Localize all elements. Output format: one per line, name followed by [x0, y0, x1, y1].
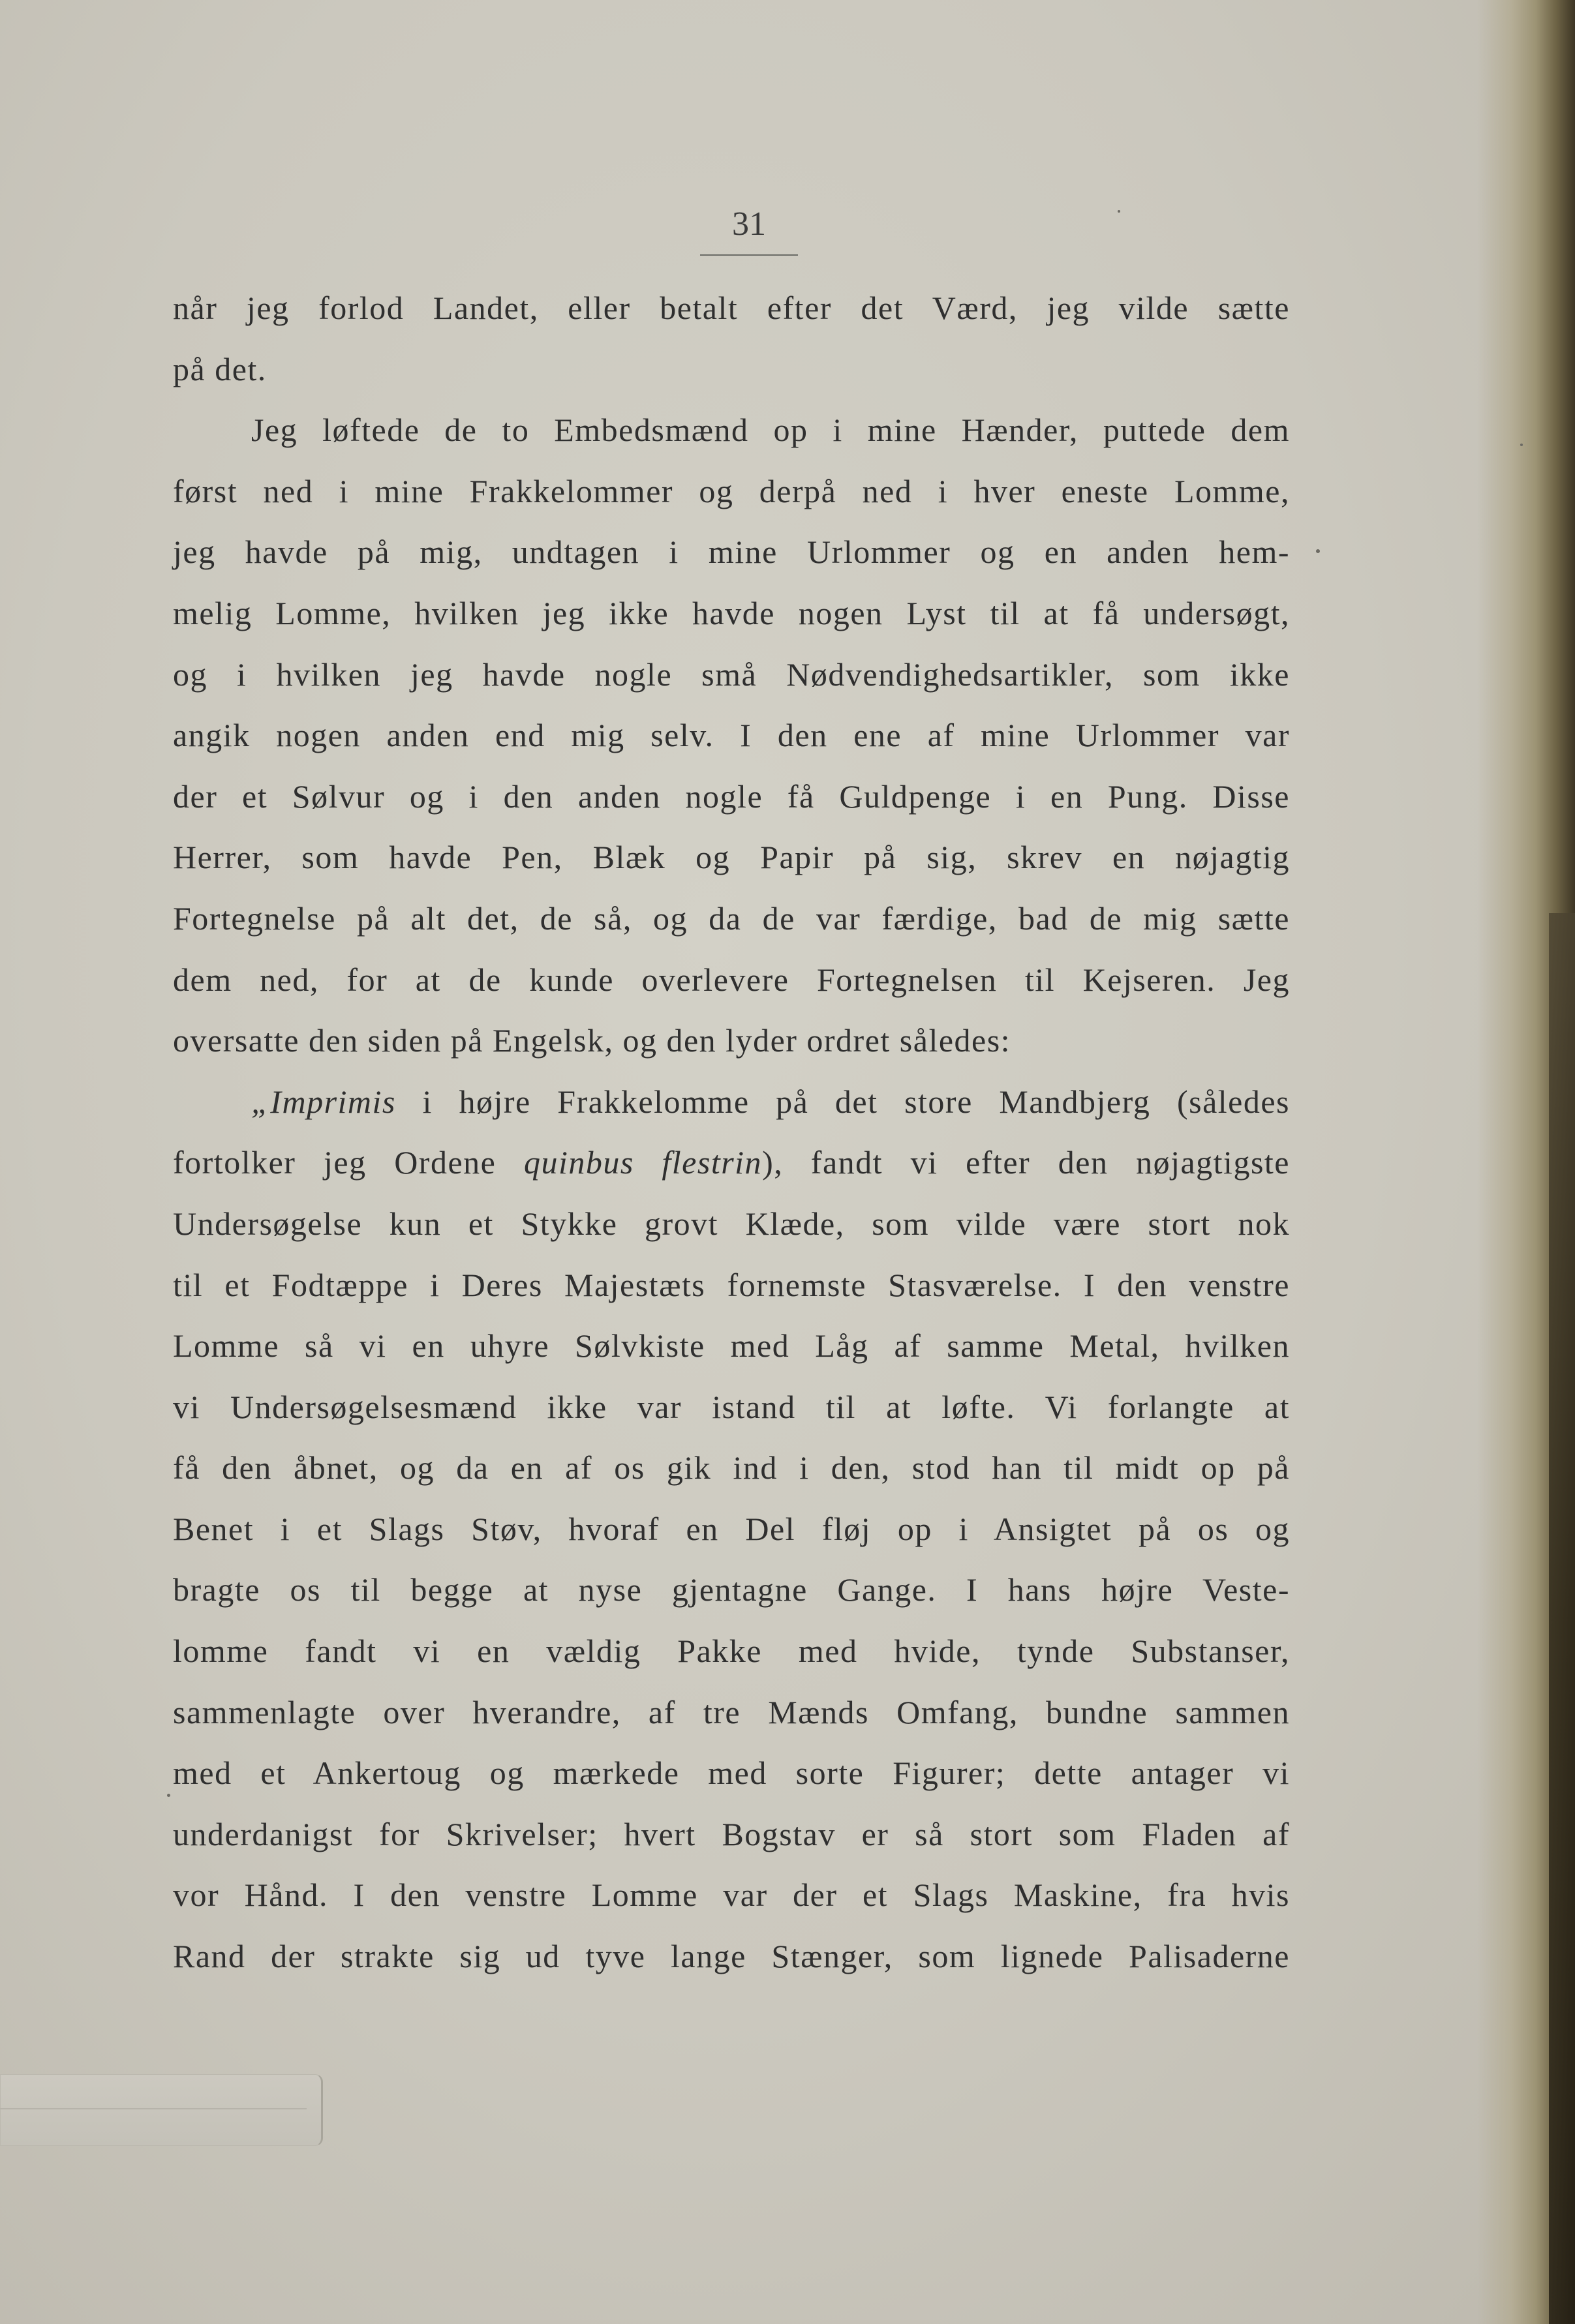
text-line: først ned i mine Frakkelommer og derpå ned i hver eneste Lomme,: [173, 472, 1290, 509]
text-line: melig Lomme, hvilken jeg ikke havde nogen Lyst til at få undersøgt,: [173, 594, 1290, 631]
page-edge-binding: [1549, 913, 1575, 2324]
text-line: få den åbnet, og da en af os gik ind i den, stod han til midt op på: [173, 1449, 1290, 1486]
text-line: Benet i et Slags Støv, hvoraf en Del fløj op i Ansigtet på os og: [173, 1510, 1290, 1547]
text-line: bragte os til begge at nyse gjentagne Gange. I hans højre Veste-: [173, 1571, 1290, 1608]
text-line: Jeg løftede de to Embedsmænd op i mine Hænder, puttede dem: [251, 412, 1290, 449]
text-line: og i hvilken jeg havde nogle små Nødvendighedsartikler, som ikke: [173, 656, 1290, 693]
text-line: vor Hånd. I den venstre Lomme var der et Slags Maskine, fra hvis: [173, 1877, 1290, 1914]
text-line: Herrer, som havde Pen, Blæk og Papir på sig, skrev en nøjagtig: [173, 839, 1290, 876]
text-line: når jeg forlod Landet, eller betalt efter det Værd, jeg vilde sætte: [173, 290, 1290, 326]
paper-speck: [1520, 444, 1523, 446]
text-line: vi Undersøgelsesmænd ikke var istand til at løfte. Vi forlangte at: [173, 1388, 1290, 1425]
text-line: Lomme så vi en uhyre Sølvkiste med Låg af samme Metal, hvilken: [173, 1327, 1290, 1365]
paper-speck: [1316, 549, 1320, 553]
text-line: til et Fodtæppe i Deres Majestæts fornemste Stasværelse. I den venstre: [173, 1266, 1290, 1303]
paper-speck: [167, 1794, 170, 1797]
text-line: angik nogen anden end mig selv. I den ene af mine Urlommer var: [173, 717, 1290, 754]
paper-tab-crease: [0, 2108, 307, 2109]
text-line: sammenlagte over hverandre, af tre Mænds Omfang, bundne sammen: [173, 1693, 1290, 1730]
text-line: på det.: [173, 350, 267, 387]
text-line: oversatte den siden på Engelsk, og den lyder ordret således:: [173, 1022, 1011, 1059]
italic-imprimis: „Imprimis: [251, 1083, 396, 1120]
text-line-pre: fortolker jeg Ordene: [173, 1144, 524, 1181]
text-line: jeg havde på mig, undtagen i mine Urlommer og en anden hem-: [173, 534, 1290, 571]
text-line: dem ned, for at de kunde overlevere Fortegnelsen til Kejseren. Jeg: [173, 961, 1290, 998]
text-line: lomme fandt vi en vældig Pakke med hvide, tynde Substanser,: [173, 1633, 1290, 1670]
text-line: der et Sølvur og i den anden nogle få Guldpenge i en Pung. Disse: [173, 777, 1290, 815]
text-line: med et Ankertoug og mærkede med sorte Figurer; dette antager vi: [173, 1755, 1290, 1792]
page-number-rule: [700, 254, 798, 256]
text-line: underdanigst for Skrivelser; hvert Bogstav er så stort som Fladen af: [173, 1815, 1290, 1852]
text-line-rest: i højre Frakkelomme på det store Mandbjerg (således: [395, 1083, 1290, 1120]
paper-speck: [1118, 210, 1120, 213]
italic-quinbus-flestrin: quinbus flestrin: [523, 1144, 763, 1181]
body-text: [173, 278, 1290, 1987]
paper-tab: [0, 2074, 323, 2146]
text-line-post: ), fandt vi efter den nøjagtigste: [762, 1144, 1290, 1181]
text-line-quinbus: [173, 1132, 1290, 1194]
text-line: Fortegnelse på alt det, de så, og da de var færdige, bad de mig sætte: [173, 899, 1290, 937]
page-number: 31: [732, 205, 766, 243]
text-line: Undersøgelse kun et Stykke grovt Klæde, som vilde være stort nok: [173, 1205, 1290, 1242]
text-line-imprimis: [173, 1072, 1290, 1133]
text-line: Rand der strakte sig ud tyve lange Stænger, som lignede Palisaderne: [173, 1938, 1290, 1975]
